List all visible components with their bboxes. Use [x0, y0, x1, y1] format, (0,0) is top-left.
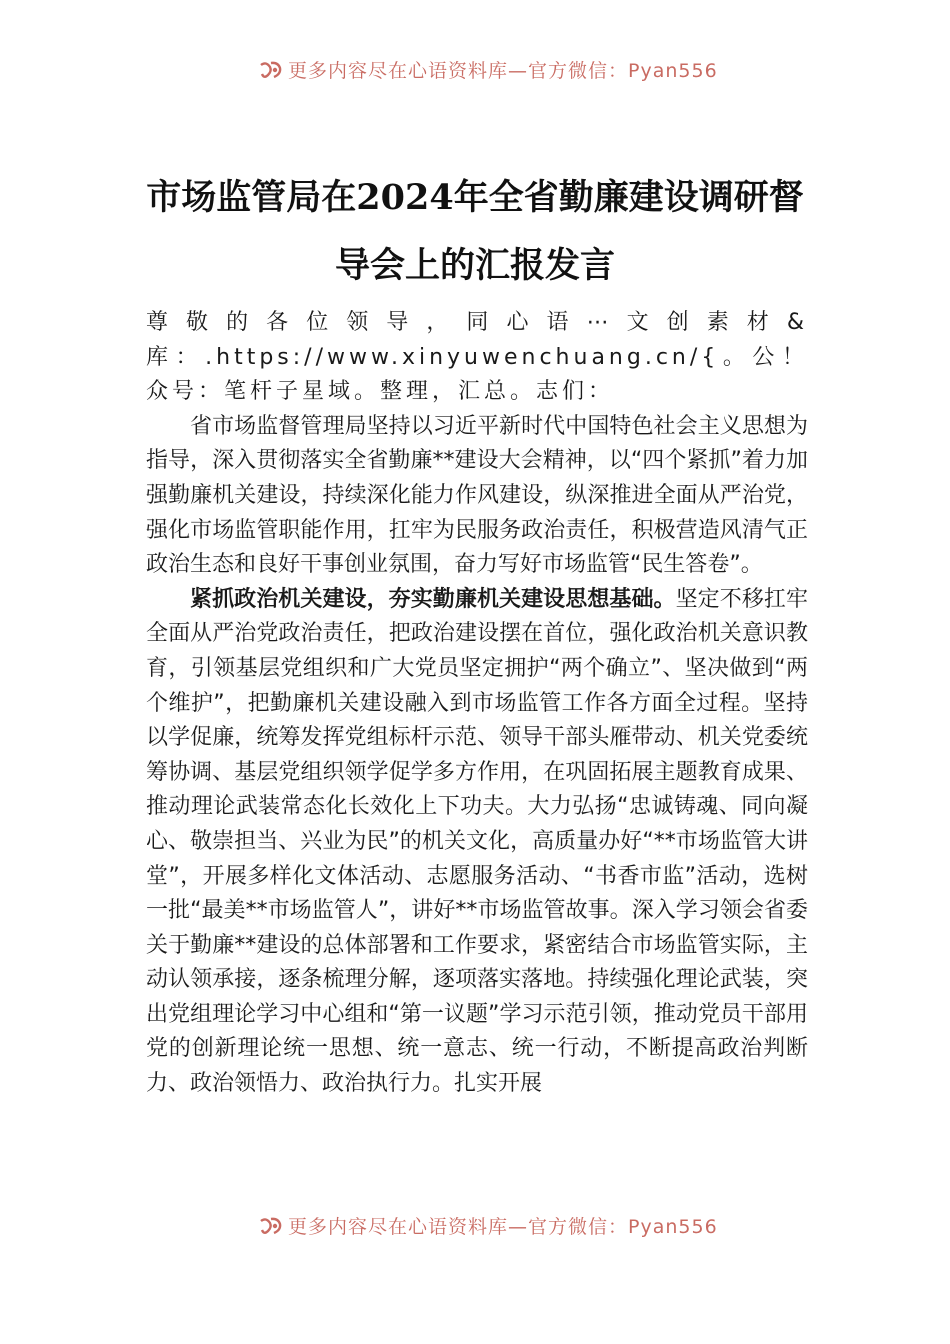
watermark-banner-top [0, 58, 950, 86]
paragraph-lead-heading: 紧抓政治机关建设，夯实勤廉机关建设思想基础。 [190, 586, 676, 612]
paragraph-political-building [146, 583, 808, 1102]
watermark-logo-icon [258, 59, 284, 81]
paragraph-body-text: 坚定不移扛牢全面从严治党政治责任，把政治建设摆在首位，强化政治机关意识教育，引领基层党组织和广大党员坚定拥护“两个确立”、坚决做到“两个维护”，把勤廉机关建设融入到市场监管工作各方面全过程。坚持以学促廉，统筹发挥党组标杆示范、领导干部头雁带动、机关党委统筹协调、基层党组织领学促学多方作用，在巩固拓展主题教育成果、推动理论武装常态化长效化上下功夫。大力弘扬“忠诚铸魂、同向凝心、敬崇担当、兴业为民”的机关文化，高质量办好“**市场监管大讲堂”，开展多样化文体活动、志愿服务活动、“书香市监”活动，选树一批“最美**市场监管人”，讲好**市场监管故事。深入学习领会省委关于勤廉**建设的总体部署和工作要求，紧密结合市场监管实际，主动认领承接，逐条梳理分解，逐项落实落地。持续强化理论武装，突出党组理论学习中心组和“第一议题”学习示范引领，推动党员干部用党的创新理论统一思想、统一意志、统一行动，不断提高政治判断力、政治领悟力、政治执行力。扎实开展 [146, 586, 808, 1097]
document-title-line-2: 导会上的汇报发言 [334, 245, 615, 286]
watermark-text: 更多内容尽在心语资料库—官方微信：Pyan556 [288, 60, 718, 82]
salutation-paragraph: 尊敬的各位领导，同心语⋯文创素材&库：.https://www.xinyuwenchuang.cn/{。公！众号：笔杆子星域。整理，汇总。志们： [146, 310, 808, 405]
watermark-text: 更多内容尽在心语资料库—官方微信：Pyan556 [288, 1216, 718, 1238]
document-body [146, 306, 808, 1102]
paragraph-intro: 省市场监督管理局坚持以习近平新时代中国特色社会主义思想为指导，深入贯彻落实全省勤廉**建设大会精神，以“四个紧抓”着力加强勤廉机关建设，持续深化能力作风建设，纵深推进全面从严治党，强化市场监管职能作用，扛牢为民服务政治责任，积极营造风清气正政治生态和良好干事创业氛围，奋力写好市场监管“民生答卷”。 [146, 413, 808, 578]
watermark-logo-icon [258, 1215, 284, 1237]
watermark-banner-bottom [0, 1214, 950, 1242]
document-title-line-1: 市场监管局在2024年全省勤廉建设调研督 [146, 177, 804, 218]
